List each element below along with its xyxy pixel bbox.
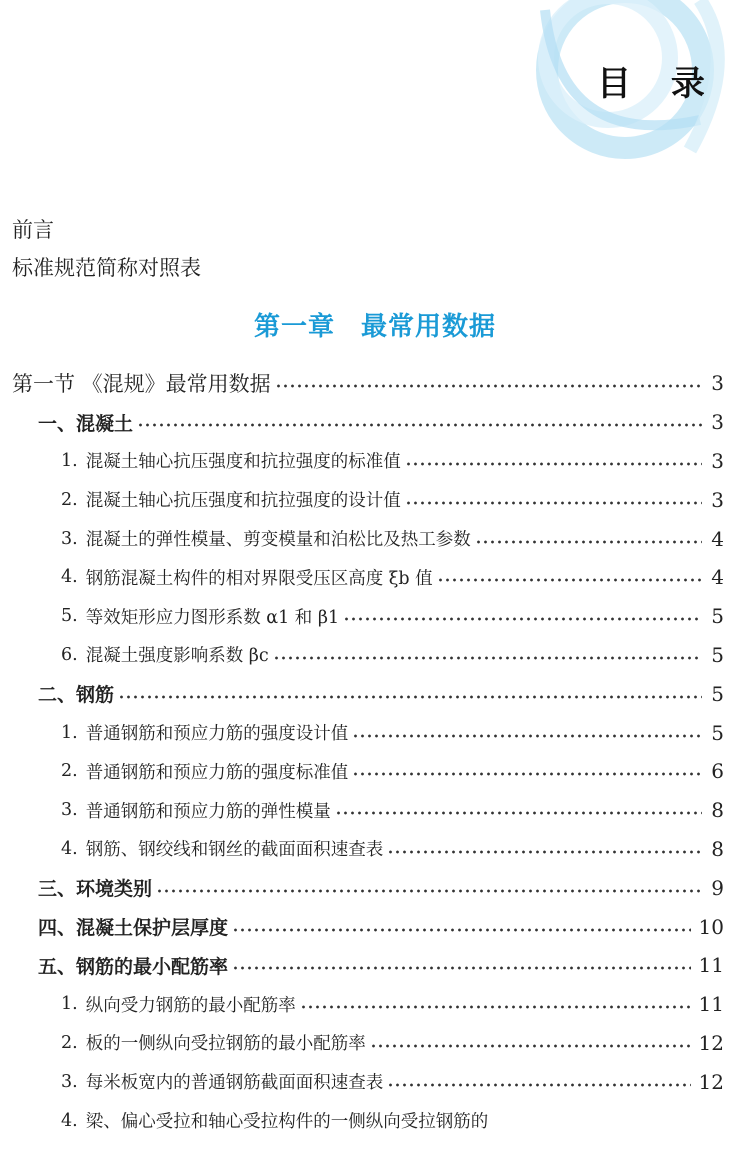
dot-leader bbox=[335, 811, 702, 815]
toc-entry[interactable] bbox=[0, 946, 750, 985]
toc-entry-number: 1. bbox=[61, 722, 78, 743]
toc-entry-page: 3 bbox=[711, 410, 724, 435]
chapter-heading bbox=[0, 306, 750, 343]
toc-entry-label: 普通钢筋和预应力筋的强度设计值 bbox=[85, 724, 349, 745]
page-title: 目 录 bbox=[597, 64, 719, 104]
toc-entry-label: 等效矩形应力图形系数 α1 和 β1 bbox=[85, 607, 340, 628]
dot-leader bbox=[405, 462, 702, 466]
toc-entry[interactable] bbox=[0, 1024, 750, 1063]
toc-entry-label: 钢筋、钢绞线和钢丝的截面面积速查表 bbox=[85, 840, 384, 861]
toc-entry[interactable] bbox=[0, 868, 750, 907]
toc-entry-page: 5 bbox=[711, 642, 724, 667]
dot-leader bbox=[118, 695, 702, 699]
toc-entry-page: 11 bbox=[698, 953, 724, 978]
toc-entry-page: 5 bbox=[711, 604, 724, 629]
toc-entry-number: 4. bbox=[61, 1110, 78, 1131]
toc-entry-label: 混凝土轴心抗压强度和抗拉强度的标准值 bbox=[85, 452, 401, 473]
dot-leader bbox=[300, 1005, 691, 1009]
toc-entry-number: 3. bbox=[61, 1071, 78, 1092]
dot-leader bbox=[352, 772, 702, 776]
toc-entry[interactable] bbox=[0, 403, 750, 442]
table-of-contents bbox=[0, 364, 750, 1140]
toc-entry-page: 9 bbox=[711, 875, 724, 900]
toc-entry-page: 4 bbox=[711, 526, 724, 551]
dot-leader bbox=[475, 540, 702, 544]
toc-entry-label: 第一节 《混规》最常用数据 bbox=[12, 372, 271, 397]
toc-entry[interactable] bbox=[0, 597, 750, 636]
toc-entry-number: 6. bbox=[61, 644, 78, 665]
dot-leader bbox=[343, 617, 702, 621]
dot-leader bbox=[387, 850, 702, 854]
toc-entry-page: 3 bbox=[711, 487, 724, 512]
toc-entry[interactable] bbox=[0, 364, 750, 403]
toc-entry-label: 三、环境类别 bbox=[38, 878, 153, 901]
dot-leader bbox=[137, 423, 702, 427]
toc-entry-page: 8 bbox=[711, 798, 724, 823]
toc-entry-number: 1. bbox=[61, 450, 78, 471]
toc-entry[interactable] bbox=[0, 1062, 750, 1101]
toc-entry[interactable] bbox=[0, 558, 750, 597]
toc-entry-number: 4. bbox=[61, 838, 78, 859]
dot-leader bbox=[156, 889, 702, 893]
dot-leader bbox=[405, 501, 702, 505]
toc-entry-page: 12 bbox=[698, 1030, 724, 1055]
toc-entry[interactable] bbox=[0, 791, 750, 830]
toc-entry-label: 五、钢筋的最小配筋率 bbox=[38, 955, 229, 978]
toc-entry-number: 1. bbox=[61, 994, 78, 1015]
toc-entry[interactable] bbox=[0, 636, 750, 675]
toc-entry-number: 3. bbox=[61, 800, 78, 821]
toc-entry-number: 3. bbox=[61, 528, 78, 549]
toc-entry-label: 二、钢筋 bbox=[38, 684, 115, 707]
toc-entry-page: 4 bbox=[711, 565, 724, 590]
front-matter-abbreviations[interactable]: 标准规范简称对照表 bbox=[12, 256, 201, 280]
toc-entry[interactable] bbox=[0, 830, 750, 869]
toc-entry-label: 混凝土轴心抗压强度和抗拉强度的设计值 bbox=[85, 491, 401, 512]
toc-entry-page: 8 bbox=[711, 836, 724, 861]
toc-entry-label: 纵向受力钢筋的最小配筋率 bbox=[85, 995, 296, 1016]
toc-entry-label: 梁、偏心受拉和轴心受拉构件的一侧纵向受拉钢筋的 bbox=[85, 1112, 489, 1133]
toc-entry-label: 四、混凝土保护层厚度 bbox=[38, 917, 229, 940]
toc-entry-page: 5 bbox=[711, 720, 724, 745]
toc-entry-label: 混凝土的弹性模量、剪变模量和泊松比及热工参数 bbox=[85, 530, 471, 551]
dot-leader bbox=[437, 578, 702, 582]
toc-entry-label: 普通钢筋和预应力筋的强度标准值 bbox=[85, 762, 349, 783]
toc-entry[interactable] bbox=[0, 674, 750, 713]
toc-entry-label: 混凝土强度影响系数 βc bbox=[85, 646, 269, 667]
toc-entry-page: 10 bbox=[698, 914, 724, 939]
toc-entry-page: 3 bbox=[711, 448, 724, 473]
toc-entry[interactable] bbox=[0, 519, 750, 558]
toc-entry-page: 11 bbox=[698, 992, 724, 1017]
toc-entry-number: 5. bbox=[61, 606, 78, 627]
dot-leader bbox=[275, 384, 702, 388]
dot-leader bbox=[273, 656, 702, 660]
toc-entry-number: 2. bbox=[61, 761, 78, 782]
dot-leader bbox=[232, 928, 691, 932]
toc-entry[interactable] bbox=[0, 713, 750, 752]
toc-entry-page: 6 bbox=[711, 759, 724, 784]
dot-leader bbox=[387, 1083, 690, 1087]
toc-entry-label: 普通钢筋和预应力筋的弹性模量 bbox=[85, 801, 331, 822]
toc-entry-page: 3 bbox=[711, 371, 724, 396]
toc-entry[interactable] bbox=[0, 907, 750, 946]
toc-entry[interactable] bbox=[0, 752, 750, 791]
toc-entry[interactable] bbox=[0, 480, 750, 519]
front-matter-preface[interactable]: 前言 bbox=[12, 218, 54, 242]
toc-entry-number: 2. bbox=[61, 1032, 78, 1053]
toc-entry-number: 2. bbox=[61, 489, 78, 510]
toc-entry-number: 4. bbox=[61, 567, 78, 588]
toc-entry-label: 每米板宽内的普通钢筋截面面积速查表 bbox=[85, 1073, 384, 1094]
toc-entry-label: 板的一侧纵向受拉钢筋的最小配筋率 bbox=[85, 1034, 366, 1055]
toc-entry-label: 一、混凝土 bbox=[38, 412, 134, 435]
chapter-number: 第一章 bbox=[253, 312, 335, 342]
toc-entry[interactable] bbox=[0, 442, 750, 481]
dot-leader bbox=[232, 966, 691, 970]
chapter-title: 最常用数据 bbox=[361, 312, 497, 342]
dot-leader bbox=[370, 1044, 691, 1048]
toc-entry-label: 钢筋混凝土构件的相对界限受压区高度 ξb 值 bbox=[85, 568, 433, 589]
toc-entry-page: 5 bbox=[711, 681, 724, 706]
toc-entry[interactable] bbox=[0, 1101, 750, 1140]
toc-entry[interactable] bbox=[0, 985, 750, 1024]
toc-entry-page: 12 bbox=[698, 1069, 724, 1094]
dot-leader bbox=[352, 734, 702, 738]
